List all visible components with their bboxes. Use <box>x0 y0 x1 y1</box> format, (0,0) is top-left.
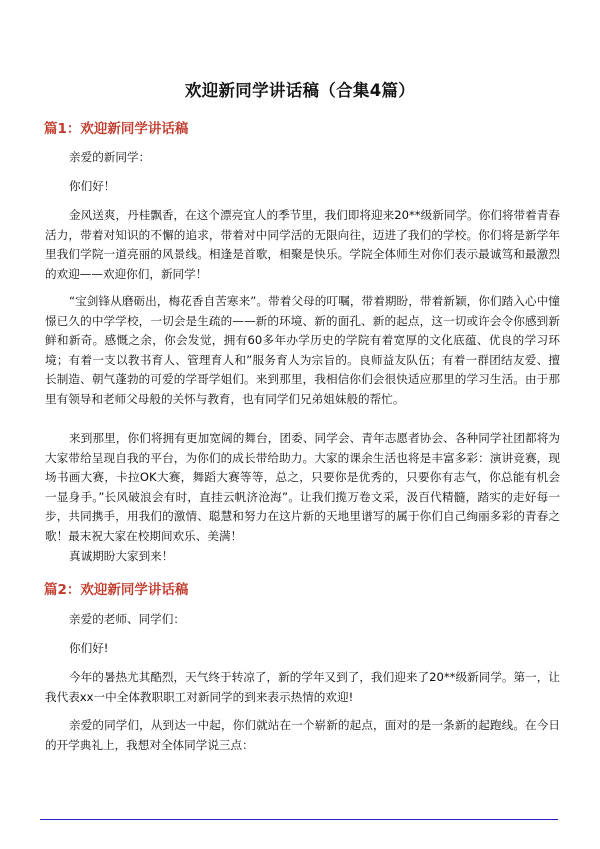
salutation: 亲爱的老师、同学们： <box>69 612 185 626</box>
section-heading-1: 篇1：欢迎新同学讲话稿 <box>44 121 189 137</box>
footer-rule <box>40 819 558 820</box>
paragraph: “宝剑锋从磨砺出，梅花香自苦寒来”。带着父母的叮嘱，带着期盼，带着新颖，你们踏入心中憧憬已久的中学学校，一切会是生疏的——新的环境、新的面孔、新的起点，这一切或许会令你感到新鲜和新奇。感慨之余，你会发觉，拥有60多年办学历史的学院有着宽厚的文化底蕴、优良的学习环境；有着一支以教书育人、管理育人和”服务育人为宗旨的。良师益友队伍；有着一群团结友爱、擅长制造、朝气蓬勃的可爱的学哥学姐们。来到那里，我相信你们会很快适应那里的学习生活。由于那里有领导和老师父母般的关怀与教育，也有同学们兄弟姐妹般的帮忙。 <box>45 294 560 406</box>
greeting: 你们好! <box>69 641 109 655</box>
closing-line: 真诚期盼大家到来！ <box>69 549 174 563</box>
paragraph: 今年的暑热尤其酷烈，天气终于转凉了，新的学年又到了，我们迎来了20**级新同学。第一，让我代表xx一中全体教职职工对新同学的到来表示热情的欢迎! <box>45 670 560 704</box>
greeting: 你们好！ <box>69 179 116 193</box>
section-heading-2: 篇2：欢迎新同学讲话稿 <box>44 582 189 598</box>
paragraph: 来到那里，你们将拥有更加宽阔的舞台，团委、同学会、青年志愿者协会、各种同学社团都将为大家带给呈现自我的平台，为你们的成长带给助力。大家的课余生活也将是丰富多彩：演讲竞赛，现场书画大赛，卡拉OK大赛，舞蹈大赛等等，总之，只要你是优秀的，只要你有志气，你总能有机会一显身手。”长风破浪会有时，直挂云帆济沧海”。让我们揽万卷文采，汲百代精髓，踏实的走好每一步，共同携手，用我们的激情、聪慧和努力在这片新的天地里谱写的属于你们自己绚丽多彩的青春之歌！最末祝大家在校期间欢乐、美满！ <box>45 431 560 543</box>
salutation: 亲爱的新同学： <box>69 150 151 164</box>
document-title: 欢迎新同学讲话稿（合集4篇） <box>184 81 416 100</box>
paragraph: 亲爱的同学们，从到达一中起，你们就站在一个崭新的起点，面对的是一条新的起跑线。在今日的开学典礼上，我想对全体同学说三点： <box>45 718 560 752</box>
paragraph: 金风送爽，丹桂飘香，在这个漂亮宜人的季节里，我们即将迎来20**级新同学。你们将带着青春活力，带着对知识的不懈的追求，带着对中同学活的无限向往，迈进了我们的学校。你们将是新学年里我们学院一道亮丽的风景线。相逢是首歌，相聚是快乐。学院全体师生对你们表示最诚笃和最激烈的欢迎——欢迎你们，新同学！ <box>45 208 560 281</box>
